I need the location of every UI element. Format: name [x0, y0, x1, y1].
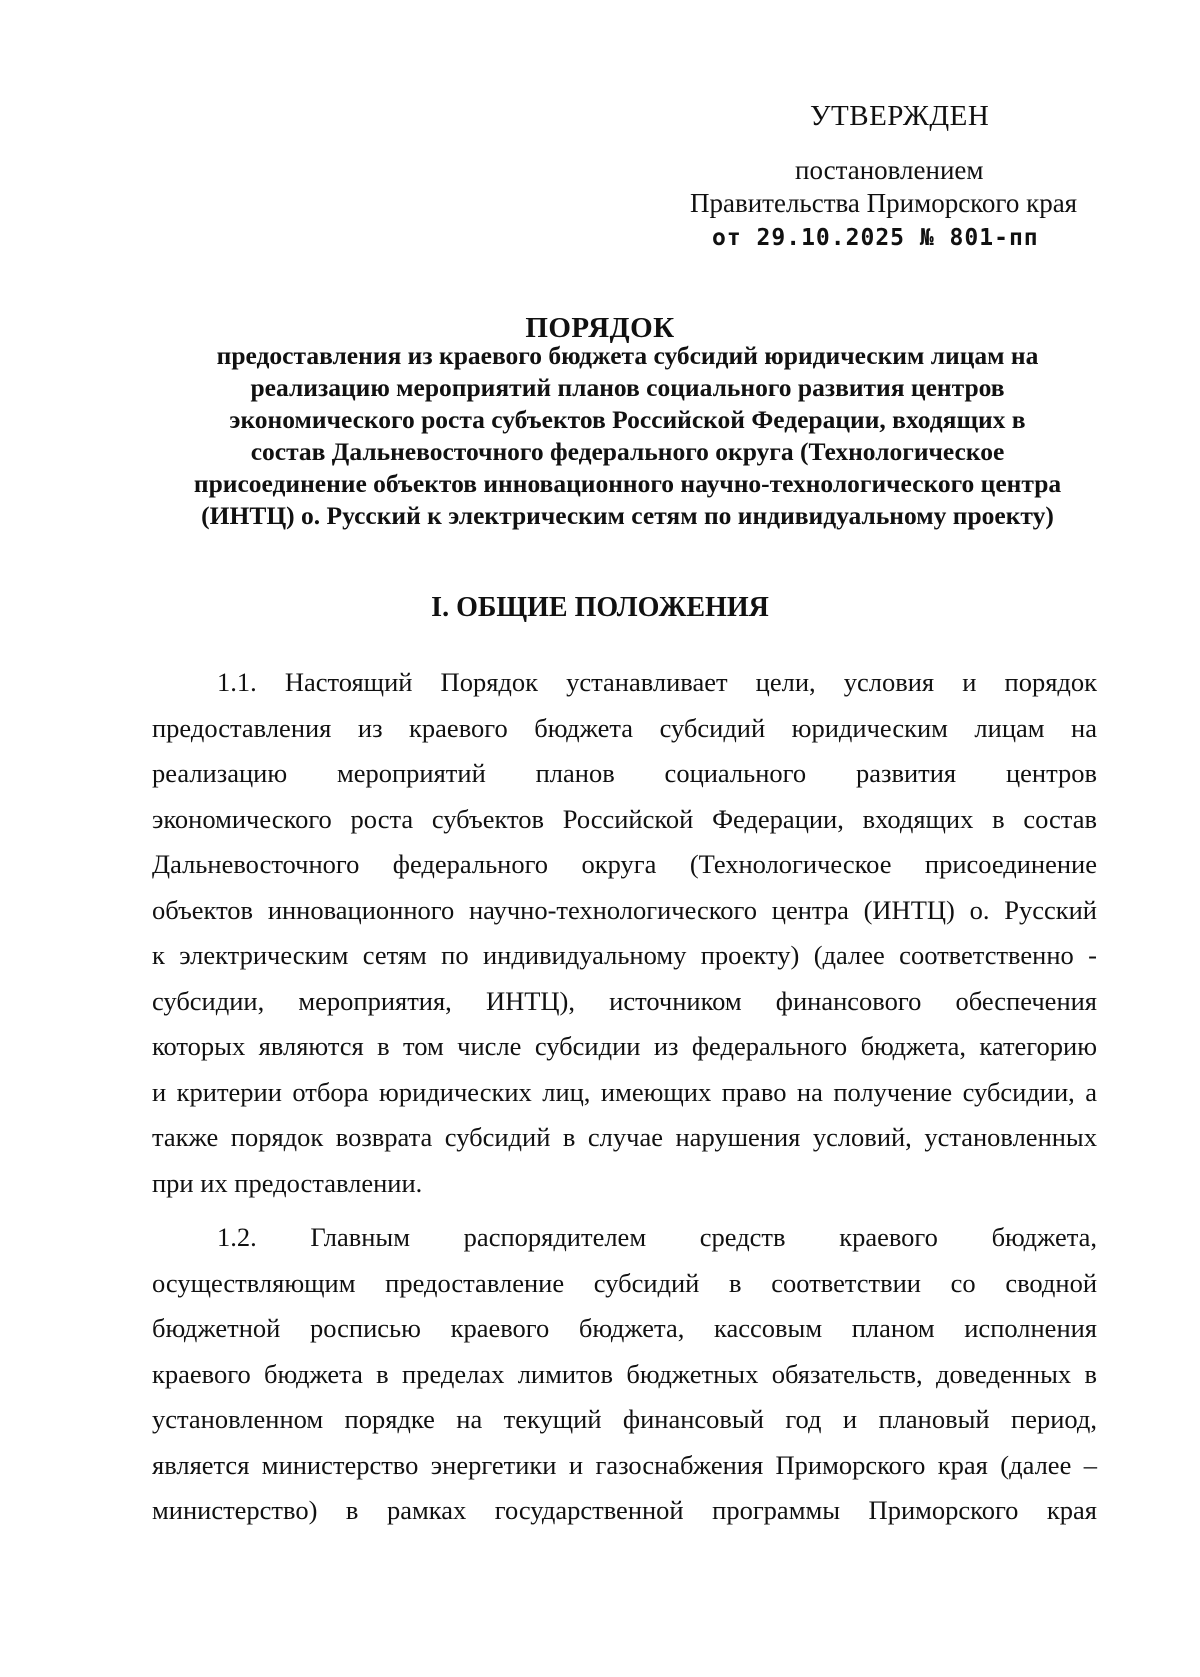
paragraph-line: Дальневосточного федерального округа (Технологическое присоединение: [152, 849, 1097, 879]
paragraph-line: министерство) в рамках государственной программы Приморского края: [152, 1495, 1097, 1525]
paragraph-line: при их предоставлении.: [152, 1167, 423, 1198]
paragraph-1-1: [152, 660, 1097, 1206]
document-title: ПОРЯДОК: [525, 312, 675, 344]
paragraph-line: осуществляющим предоставление субсидий в соответствии со сводной: [152, 1267, 1097, 1298]
paragraph-line: экономического роста субъектов Российской Федерации, входящих в состав: [152, 803, 1097, 834]
subtitle-line: реализацию мероприятий планов социального развития центров: [250, 373, 1005, 402]
paragraph-line: объектов инновационного научно-технологического центра (ИНТЦ) о. Русский: [152, 894, 1097, 925]
subtitle-line: присоединение объектов инновационного научно-технологического центра: [193, 469, 1062, 498]
approval-government-label: Правительства Приморского края: [690, 188, 1078, 218]
document-subtitle: [150, 340, 1105, 532]
paragraph-line: субсидии, мероприятия, ИНТЦ), источником финансового обеспечения: [152, 985, 1097, 1016]
approval-title: УТВЕРЖДЕН: [810, 100, 990, 132]
subtitle-line: предоставления из краевого бюджета субсидий юридическим лицам на: [216, 341, 1039, 370]
section-title: I. ОБЩИЕ ПОЛОЖЕНИЯ: [431, 592, 769, 623]
paragraph-line: краевого бюджета в пределах лимитов бюджетных обязательств, доведенных в: [152, 1358, 1097, 1389]
paragraph-line: которых являются в том числе субсидии из федерального бюджета, категорию: [152, 1031, 1097, 1061]
paragraph-line: предоставления из краевого бюджета субсидий юридическим лицам на: [152, 712, 1097, 743]
paragraph-line: и критерии отбора юридических лиц, имеющих право на получение субсидии, а: [152, 1076, 1097, 1107]
approval-date-number: от 29.10.2025 № 801-пп: [712, 225, 1039, 251]
paragraph-line: к электрическим сетям по индивидуальному проекту) (далее соответственно -: [152, 940, 1097, 970]
subtitle-line: экономического роста субъектов Российской Федерации, входящих в: [229, 405, 1026, 434]
paragraph-line: также порядок возврата субсидий в случае нарушения условий, установленных: [152, 1122, 1097, 1152]
paragraph-line: 1.2. Главным распорядителем средств краевого бюджета,: [217, 1222, 1097, 1252]
paragraph-line: является министерство энергетики и газоснабжения Приморского края (далее –: [152, 1449, 1097, 1480]
paragraph-line: реализацию мероприятий планов социального развития центров: [152, 758, 1097, 788]
paragraph-1-2: [152, 1215, 1097, 1534]
paragraph-line: бюджетной росписью краевого бюджета, кассовым планом исполнения: [152, 1313, 1097, 1343]
paragraph-line: 1.1. Настоящий Порядок устанавливает цели, условия и порядок: [217, 667, 1097, 697]
subtitle-line: состав Дальневосточного федерального округа (Технологическое: [250, 437, 1005, 466]
paragraph-line: установленном порядке на текущий финансовый год и плановый период,: [152, 1404, 1097, 1434]
subtitle-line: (ИНТЦ) о. Русский к электрическим сетям по индивидуальному проекту): [201, 501, 1054, 530]
approval-resolution-label: постановлением: [795, 155, 984, 185]
